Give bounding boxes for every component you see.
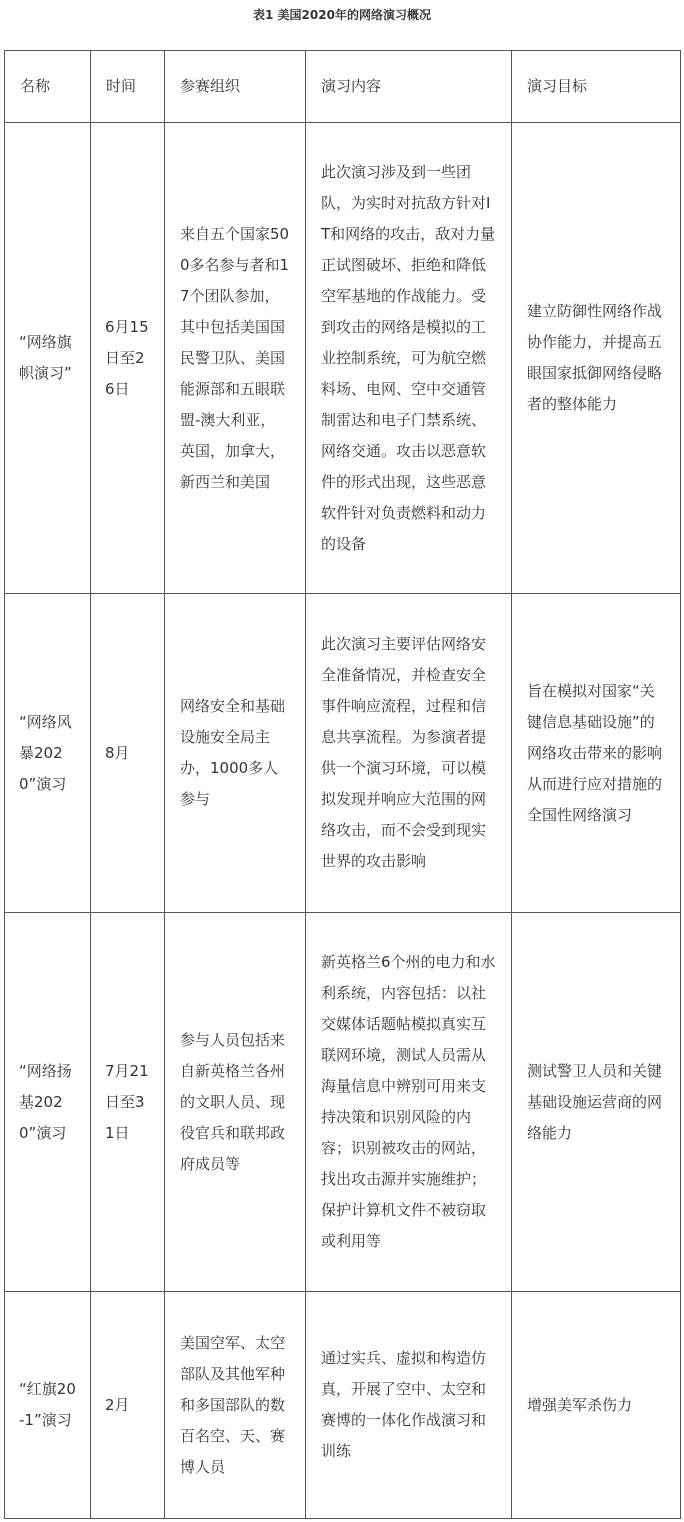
table-row	[5, 1292, 681, 1519]
cell-org: 网络安全和基础设施安全局主办，1000多人参与	[165, 594, 306, 913]
cell-time: 8月	[91, 594, 165, 913]
header-time: 时间	[91, 51, 165, 123]
cell-content: 通过实兵、虚拟和构造仿真，开展了空中、太空和赛博的一体化作战演习和训练	[306, 1292, 512, 1519]
cell-name: “红旗20-1”演习	[5, 1292, 91, 1519]
cell-name: “网络扬基2020”演习	[5, 913, 91, 1292]
cell-name: “网络风暴2020”演习	[5, 594, 91, 913]
table-row	[5, 123, 681, 594]
cell-org: 来自五个国家500多名参与者和17个团队参加，其中包括美国国民警卫队、美国能源部和五眼联盟-澳大利亚，英国，加拿大，新西兰和美国	[165, 123, 306, 594]
exercise-table	[4, 50, 681, 1519]
header-org: 参赛组织	[165, 51, 306, 123]
table-row	[5, 594, 681, 913]
cell-goal: 旨在模拟对国家“关键信息基础设施”的网络攻击带来的影响从而进行应对措施的全国性网络演习	[512, 594, 681, 913]
cell-content: 新英格兰6个州的电力和水利系统，内容包括：以社交媒体话题帖模拟真实互联网环境，测试人员需从海量信息中辨别可用来支持决策和识别风险的内容；识别被攻击的网站，找出攻击源并实施维护；保护计算机文件不被窃取或利用等	[306, 913, 512, 1292]
table-caption: 表1 美国2020年的网络演习概况	[253, 8, 431, 22]
cell-goal: 建立防御性网络作战协作能力，并提高五眼国家抵御网络侵略者的整体能力	[512, 123, 681, 594]
cell-content: 此次演习涉及到一些团队，为实时对抗敌方针对IT和网络的攻击，敌对力量正试图破坏、拒绝和降低空军基地的作战能力。受到攻击的网络是模拟的工业控制系统，可为航空燃料场、电网、空中交通管制雷达和电子门禁系统、网络交通。攻击以恶意软件的形式出现，这些恶意软件针对负责燃料和动力的设备	[306, 123, 512, 594]
table-row	[5, 913, 681, 1292]
cell-content: 此次演习主要评估网络安全准备情况，并检查安全事件响应流程，过程和信息共享流程。为参演者提供一个演习环境，可以模拟发现并响应大范围的网络攻击，而不会受到现实世界的攻击影响	[306, 594, 512, 913]
header-goal: 演习目标	[512, 51, 681, 123]
cell-goal: 增强美军杀伤力	[512, 1292, 681, 1519]
table-header-row	[5, 51, 681, 123]
header-name: 名称	[5, 51, 91, 123]
cell-time: 7月21日至31日	[91, 913, 165, 1292]
cell-goal: 测试警卫人员和关键基础设施运营商的网络能力	[512, 913, 681, 1292]
cell-time: 6月15日至26日	[91, 123, 165, 594]
cell-time: 2月	[91, 1292, 165, 1519]
cell-org: 美国空军、太空部队及其他军种和多国部队的数百名空、天、赛博人员	[165, 1292, 306, 1519]
cell-name: “网络旗帜演习”	[5, 123, 91, 594]
cell-org: 参与人员包括来自新英格兰各州的文职人员、现役官兵和联邦政府成员等	[165, 913, 306, 1292]
header-content: 演习内容	[306, 51, 512, 123]
